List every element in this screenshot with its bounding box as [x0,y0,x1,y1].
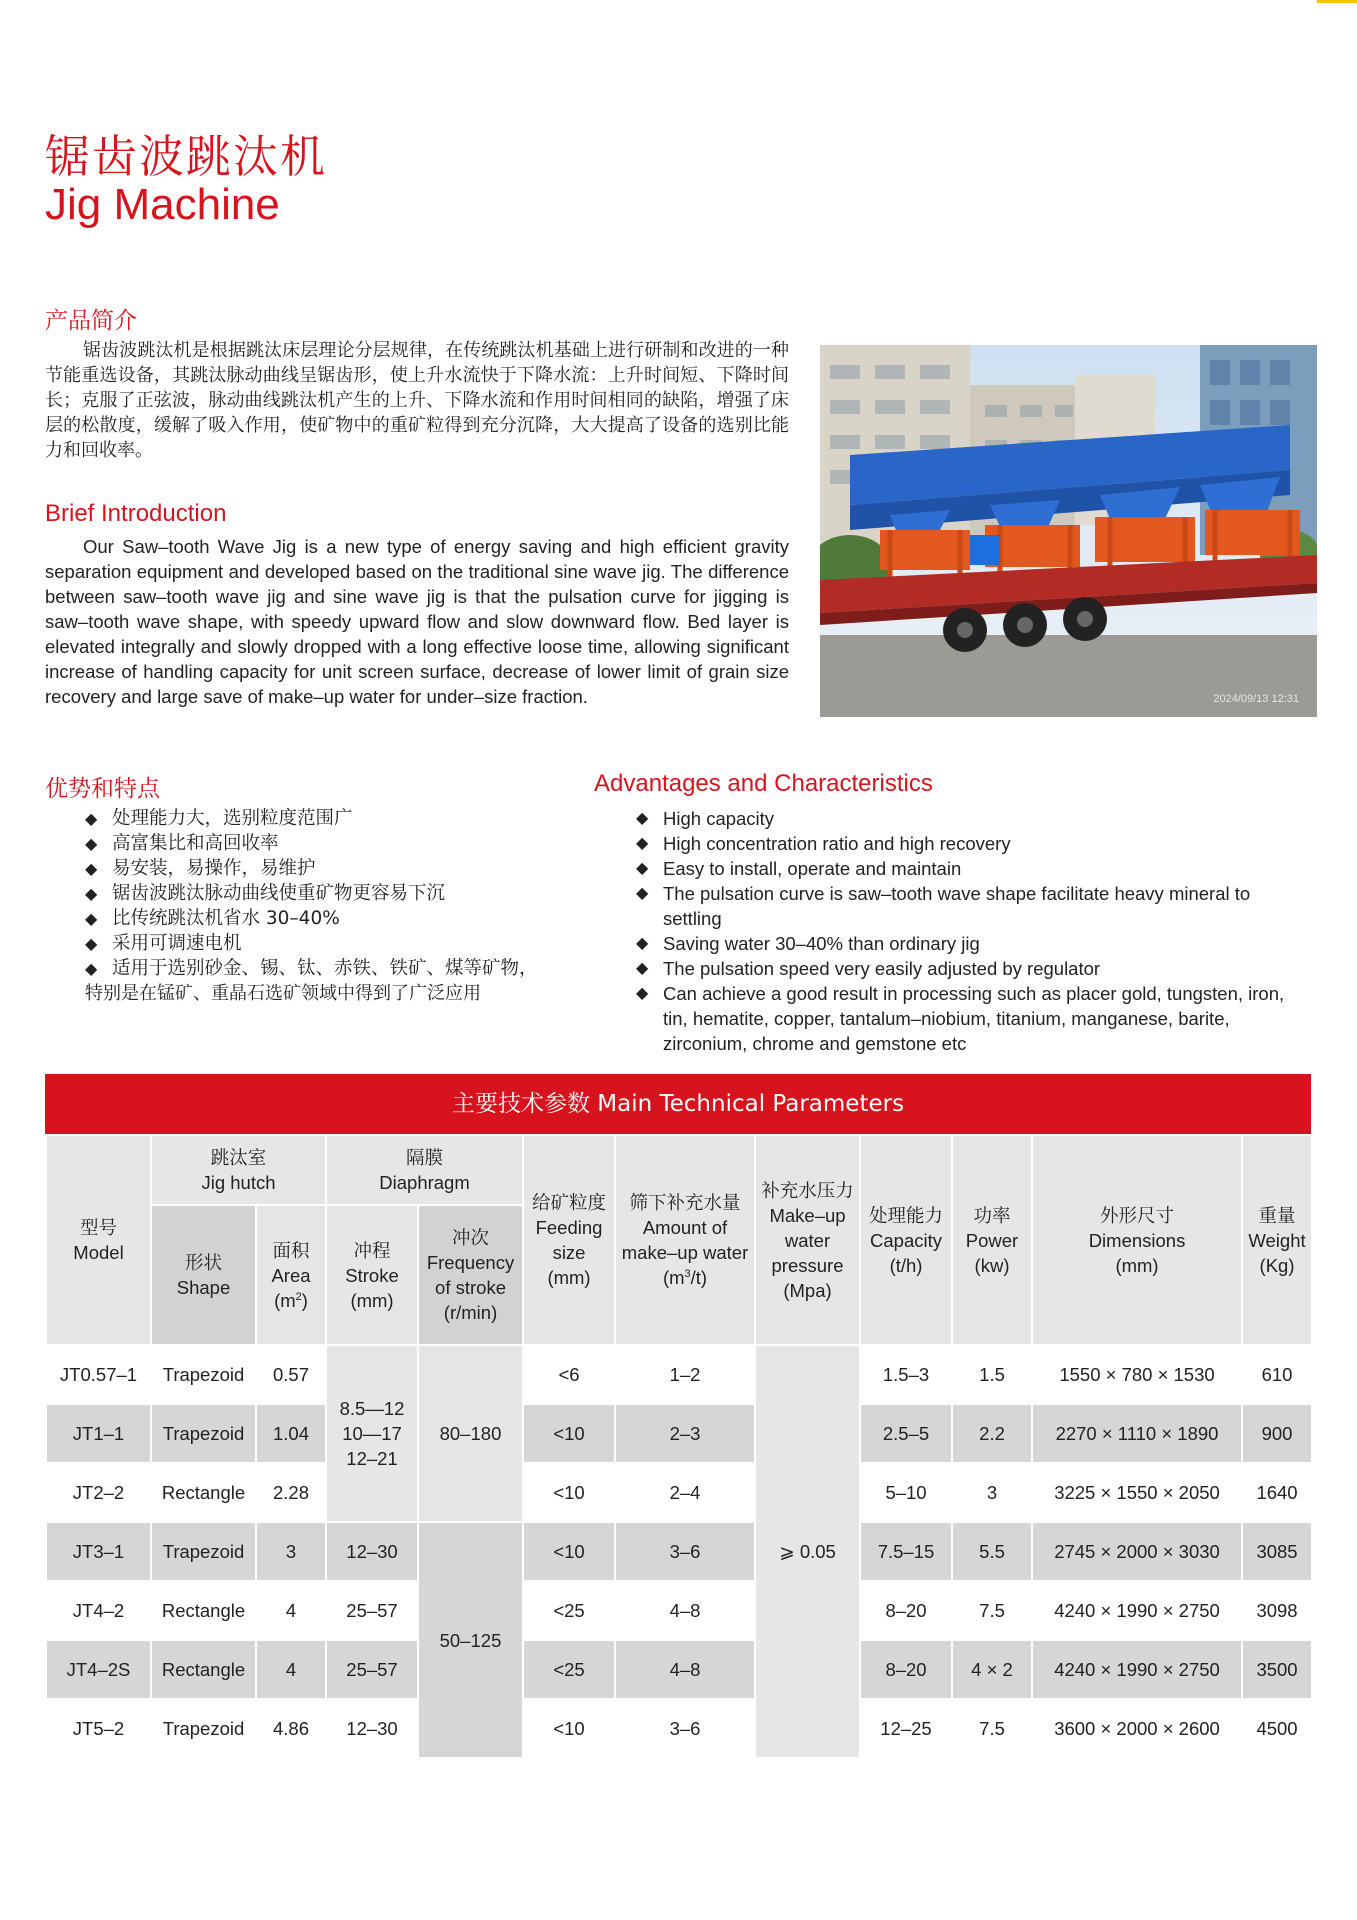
header-power: 功率 Power (kw) [952,1135,1032,1345]
adv-en-heading: Advantages and Characteristics [594,770,933,797]
page-title-en: Jig Machine [45,180,280,229]
table-row: JT2–2 Rectangle 2.28 <10 2–4 5–10 3 3225 × 1550 × 2050 1640 [46,1463,1312,1522]
list-item: ◆ Can achieve a good result in processing such as placer gold, tungsten, iron, tin, hematite, copper, tantalum–niobium, titanium, manganese, barite, zirconium, chrome and gemstone etc [636,981,1306,1056]
pressure-merged-cell: ⩾ 0.05 [755,1345,860,1758]
intro-en-heading: Brief Introduction [45,500,227,527]
adv-zh-tail: 特别是在锰矿、重晶石选矿领域中得到了广泛应用 [85,983,481,1004]
header-area: 面积 Area $(m^2)$ [256,1205,326,1345]
header-feed: 给矿粒度 Feeding size (mm) [523,1135,615,1345]
header-hutch: 跳汰室 Jig hutch [151,1135,326,1205]
header-shape: 形状 Shape [151,1205,256,1345]
adv-en-list [636,806,1306,1056]
header-frequency: 冲次 Frequency of stroke (r/min) [418,1205,523,1345]
product-photo [820,345,1317,717]
list-item: ◆ 适用于选别砂金、锡、钛、赤铁、铁矿、煤等矿物， [85,956,605,981]
list-item: ◆ High capacity [636,806,1306,831]
list-item: ◆ 比传统跳汰机省水 30–40% [85,906,605,931]
list-item: ◆ 易安装，易操作，易维护 [85,856,605,881]
accent-bar [1317,0,1357,3]
page-title-zh: 锯齿波跳汰机 [45,130,328,183]
adv-zh-list [85,806,605,981]
header-model: 型号 Model [46,1135,151,1345]
table-row: JT5–2 Trapezoid 4.86 12–30 <10 3–6 12–25 7.5 3600 × 2000 × 2600 4500 [46,1699,1312,1758]
list-item: ◆ High concentration ratio and high recovery [636,831,1306,856]
list-item: ◆ Easy to install, operate and maintain [636,856,1306,881]
photo-timestamp: 2024/09/13 12:31 [1213,693,1299,705]
header-water-amount: 筛下补充水量 Amount of make–up water $(m^3/t)$ [615,1135,755,1345]
header-weight: 重量 Weight (Kg) [1242,1135,1312,1345]
adv-zh-heading: 优势和特点 [45,776,160,802]
table-row: JT4–2S Rectangle 4 25–57 <25 4–8 8–20 4 × 2 4240 × 1990 × 2750 3500 [46,1640,1312,1699]
intro-zh-text: 锯齿波跳汰机是根据跳汰床层理论分层规律，在传统跳汰机基础上进行研制和改进的一种节能重选设备，其跳汰脉动曲线呈锯齿形，使上升水流快于下降水流：上升时间短、下降时间长；克服了正弦波，脉动曲线跳汰机产生的上升、下降水流和作用时间相同的缺陷，增强了床层的松散度，缓解了吸入作用，使矿物中的重矿粒得到充分沉降，大大提高了设备的选别比能力和回收率。 [45,340,789,461]
table-row: JT4–2 Rectangle 4 25–57 <25 4–8 8–20 7.5 4240 × 1990 × 2750 3098 [46,1581,1312,1640]
list-item: ◆ 锯齿波跳汰脉动曲线使重矿物更容易下沉 [85,881,605,906]
header-dimensions: 外形尺寸 Dimensions (mm) [1032,1135,1242,1345]
list-item: ◆ Saving water 30–40% than ordinary jig [636,931,1306,956]
list-item: ◆ 高富集比和高回收率 [85,831,605,856]
stroke-merged-cell: 8.5—12 10—17 12–21 [326,1345,418,1522]
header-capacity: 处理能力 Capacity (t/h) [860,1135,952,1345]
intro-zh-heading: 产品简介 [45,308,137,334]
header-water-pressure: 补充水压力 Make–up water pressure (Mpa) [755,1135,860,1345]
list-item: ◆ The pulsation speed very easily adjusted by regulator [636,956,1306,981]
frequency-merged-cell-2: 50–125 [418,1522,523,1758]
table-banner: 主要技术参数 Main Technical Parameters [45,1074,1311,1134]
table-row: JT3–1 Trapezoid 3 12–30 50–125 <10 3–6 7.5–15 5.5 2745 × 2000 × 3030 3085 [46,1522,1312,1581]
table-row: JT0.57–1 Trapezoid 0.57 8.5—12 10—17 12–21 80–180 <6 1–2 ⩾ 0.05 1.5–3 1.5 1550 × 780 × 1530 610 [46,1345,1312,1404]
intro-en-text: Our Saw–tooth Wave Jig is a new type of energy saving and high efficient gravity separation equipment and developed based on the traditional sine wave jig. The difference between saw–tooth wave jig and sine wave jig is that the pulsation curve for jigging is saw–tooth wave shape, with speedy upward flow and slow downward flow. Bed layer is elevated integrally and slowly dropped with a long effective loose time, allowing significant increase of handling capacity for unit screen surface, decrease of lower limit of grain size recovery and large save of make–up water for under–size fraction. [45,536,789,707]
spec-table [45,1134,1313,1759]
list-item: ◆ 采用可调速电机 [85,931,605,956]
table-row: JT1–1 Trapezoid 1.04 <10 2–3 2.5–5 2.2 2270 × 1110 × 1890 900 [46,1404,1312,1463]
header-diaphragm: 隔膜 Diaphragm [326,1135,523,1205]
frequency-merged-cell-1: 80–180 [418,1345,523,1522]
list-item: ◆ 处理能力大，选别粒度范围广 [85,806,605,831]
header-stroke: 冲程 Stroke (mm) [326,1205,418,1345]
jig-machine-truck-image [820,345,1317,717]
list-item: ◆ The pulsation curve is saw–tooth wave shape facilitate heavy mineral to settling [636,881,1306,931]
